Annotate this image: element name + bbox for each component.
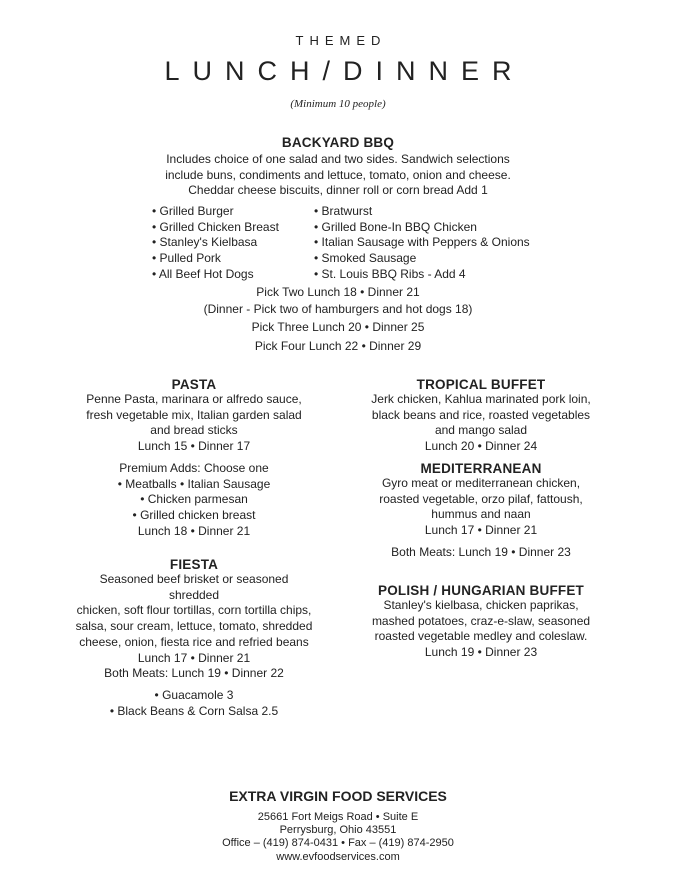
polish-desc-line: roasted vegetable medley and coleslaw. — [374, 629, 588, 644]
bbq-desc-line: Includes choice of one salad and two sides. Sandwich selections — [166, 152, 510, 166]
mediterranean-desc-line: hummus and naan — [431, 507, 531, 522]
bbq-item: • St. Louis BBQ Ribs - Add 4 — [314, 266, 466, 281]
tropical-desc-line: Jerk chicken, Kahlua marinated pork loin, — [371, 392, 591, 406]
themed-label: THEMED — [295, 33, 387, 48]
bbq-item: • Grilled Burger — [152, 204, 234, 218]
bbq-item: • Italian Sausage with Peppers & Onions — [314, 235, 530, 250]
fiesta-section — [74, 557, 314, 719]
fiesta-desc-line: Seasoned beef brisket or seasoned shredded — [99, 572, 289, 602]
polish-desc-line: mashed potatoes, craz-e-slaw, seasoned — [371, 613, 591, 628]
company-name: EXTRA VIRGIN FOOD SERVICES — [229, 788, 447, 804]
pasta-desc-line: fresh vegetable mix, Italian garden salad — [86, 407, 302, 422]
bbq-title: BACKYARD BBQ — [281, 135, 395, 150]
fiesta-desc-line: cheese, onion, fiesta rice and refried beans — [79, 634, 309, 649]
bbq-items-right — [314, 204, 534, 283]
tropical-desc-line: and mango salad — [434, 423, 528, 438]
fiesta-add: • Guacamole 3 — [154, 687, 234, 702]
bbq-item: • Grilled Chicken Breast — [152, 219, 279, 234]
mediterranean-desc-line: roasted vegetable, orzo pilaf, fattoush, — [379, 491, 583, 506]
tropical-title: TROPICAL BUFFET — [416, 377, 546, 392]
pasta-premium-line: • Chicken parmesan — [140, 492, 248, 507]
mediterranean-section — [361, 461, 601, 561]
phone-fax: Office – (419) 874-0431 • Fax – (419) 874-2950 — [222, 837, 454, 850]
bbq-item: • Bratwurst — [314, 204, 373, 218]
pasta-section — [74, 377, 314, 539]
address-line-1: 25661 Fort Meigs Road • Suite E — [257, 811, 419, 823]
pasta-premium-price: Lunch 18 • Dinner 21 — [137, 523, 251, 538]
minimum-note: (Minimum 10 people) — [290, 98, 386, 110]
bbq-section-title — [0, 135, 676, 150]
bbq-pick-note: (Dinner - Pick two of hamburgers and hot dogs 18) — [203, 302, 473, 316]
fiesta-title: FIESTA — [169, 557, 219, 572]
bbq-item: • Stanley's Kielbasa — [152, 235, 258, 250]
fiesta-price: Lunch 17 • Dinner 21 — [137, 650, 251, 665]
pasta-desc-line: Penne Pasta, marinara or alfredo sauce, — [86, 392, 302, 406]
mediterranean-price: Lunch 17 • Dinner 21 — [424, 523, 538, 538]
fiesta-add: • Black Beans & Corn Salsa 2.5 — [109, 703, 279, 718]
polish-price: Lunch 19 • Dinner 23 — [424, 645, 538, 660]
mediterranean-title: MEDITERRANEAN — [420, 461, 542, 476]
bbq-items-left — [152, 204, 322, 283]
page-title: LUNCH/DINNER — [164, 56, 525, 86]
fiesta-desc-line: chicken, soft flour tortillas, corn tortilla chips, — [76, 603, 312, 618]
bbq-pick-four: Pick Four Lunch 22 • Dinner 29 — [254, 339, 422, 353]
polish-section — [353, 583, 609, 661]
polish-desc-line: Stanley's kielbasa, chicken paprikas, — [383, 598, 579, 612]
address-line-2: Perrysburg, Ohio 43551 — [279, 824, 397, 837]
pasta-title: PASTA — [171, 377, 217, 392]
bbq-item: • Pulled Pork — [152, 251, 221, 266]
bbq-description — [0, 152, 676, 199]
bbq-desc-line: include buns, condiments and lettuce, tomato, onion and cheese. — [165, 167, 511, 182]
polish-title: POLISH / HUNGARIAN BUFFET — [378, 583, 584, 598]
mediterranean-both-meats: Both Meats: Lunch 19 • Dinner 23 — [391, 544, 571, 559]
fiesta-desc-line: salsa, sour cream, lettuce, tomato, shredded — [75, 619, 313, 634]
bbq-pick-two: Pick Two Lunch 18 • Dinner 21 — [256, 285, 420, 299]
bbq-pick-three: Pick Three Lunch 20 • Dinner 25 — [251, 320, 425, 334]
tropical-desc-line: black beans and rice, roasted vegetables — [371, 407, 591, 422]
bbq-item: • Smoked Sausage — [314, 251, 417, 266]
mediterranean-desc-line: Gyro meat or mediterranean chicken, — [381, 476, 581, 490]
pasta-premium-line: Premium Adds: Choose one — [119, 460, 269, 475]
bbq-item: • Grilled Bone-In BBQ Chicken — [314, 219, 477, 234]
bbq-desc-line: Cheddar cheese biscuits, dinner roll or corn bread Add 1 — [188, 183, 488, 198]
pasta-price: Lunch 15 • Dinner 17 — [137, 439, 251, 454]
pasta-premium-line: • Grilled chicken breast — [132, 507, 256, 522]
company-contact — [0, 811, 676, 864]
fiesta-both-meats: Both Meats: Lunch 19 • Dinner 22 — [104, 666, 284, 681]
pasta-premium-line: • Meatballs • Italian Sausage — [117, 476, 271, 491]
tropical-section — [361, 377, 601, 455]
pasta-desc-line: and bread sticks — [150, 423, 238, 438]
tropical-price: Lunch 20 • Dinner 24 — [424, 439, 538, 454]
website: www.evfoodservices.com — [276, 850, 400, 863]
bbq-item: • All Beef Hot Dogs — [152, 266, 254, 281]
